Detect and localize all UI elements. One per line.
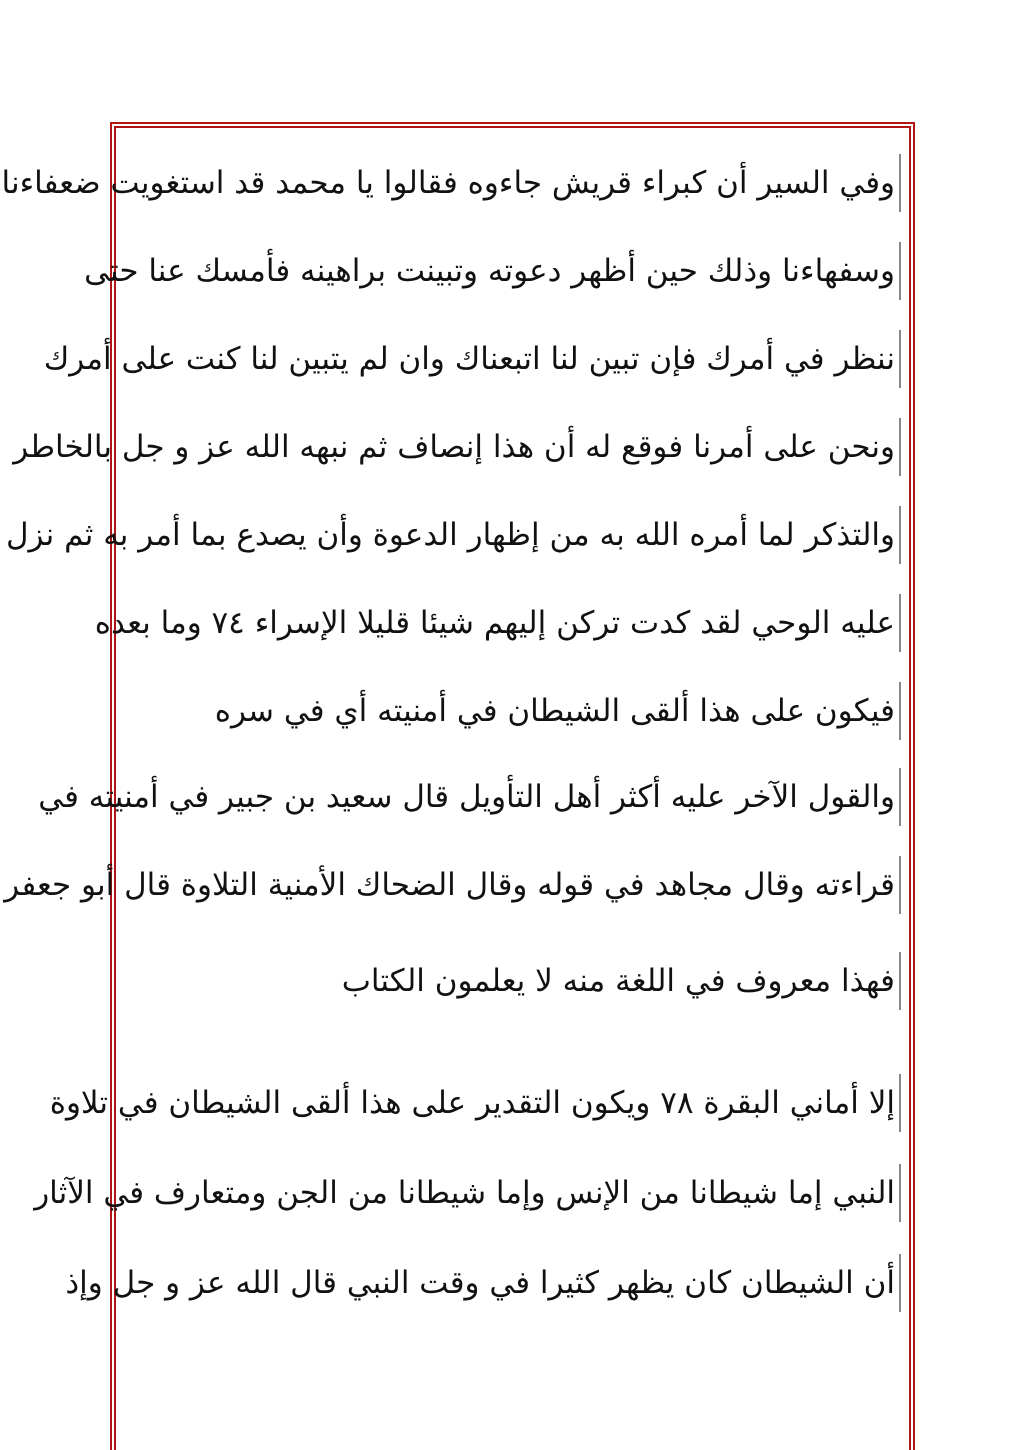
text-line-11: إلا أماني البقرة ٧٨ ويكون التقدير على هذا ألقى الشيطان في تلاوة [122, 1074, 901, 1132]
text-line-7: فيكون على هذا ألقى الشيطان في أمنيته أي في سره [122, 682, 901, 740]
text-line-1: وفي السير أن كبراء قريش جاءوه فقالوا يا محمد قد استغويت ضعفاءنا [122, 154, 901, 212]
text-line-8: والقول الآخر عليه أكثر أهل التأويل قال سعيد بن جبير في أمنيته في [122, 768, 901, 826]
text-line-9: قراءته وقال مجاهد في قوله وقال الضحاك الأمنية التلاوة قال أبو جعفر [122, 856, 901, 914]
text-line-5: والتذكر لما أمره الله به من إظهار الدعوة وأن يصدع بما أمر به ثم نزل [122, 506, 901, 564]
text-line-4: ونحن على أمرنا فوقع له أن هذا إنصاف ثم نبهه الله عز و جل بالخاطر [122, 418, 901, 476]
text-line-3: ننظر في أمرك فإن تبين لنا اتبعناك وان لم يتبين لنا كنت على أمرك [122, 330, 901, 388]
text-line-6: عليه الوحي لقد كدت تركن إليهم شيئا قليلا الإسراء ٧٤ وما بعده [122, 594, 901, 652]
text-line-2: وسفهاءنا وذلك حين أظهر دعوته وتبينت براهينه فأمسك عنا حتى [122, 242, 901, 300]
page-frame [1, 122, 915, 1450]
text-body [1, 134, 901, 1450]
text-line-10: فهذا معروف في اللغة منه لا يعلمون الكتاب [122, 952, 901, 1010]
text-line-12: النبي إما شيطانا من الإنس وإما شيطانا من الجن ومتعارف في الآثار [122, 1164, 901, 1222]
text-line-13: أن الشيطان كان يظهر كثيرا في وقت النبي قال الله عز و جل وإذ [122, 1254, 901, 1312]
